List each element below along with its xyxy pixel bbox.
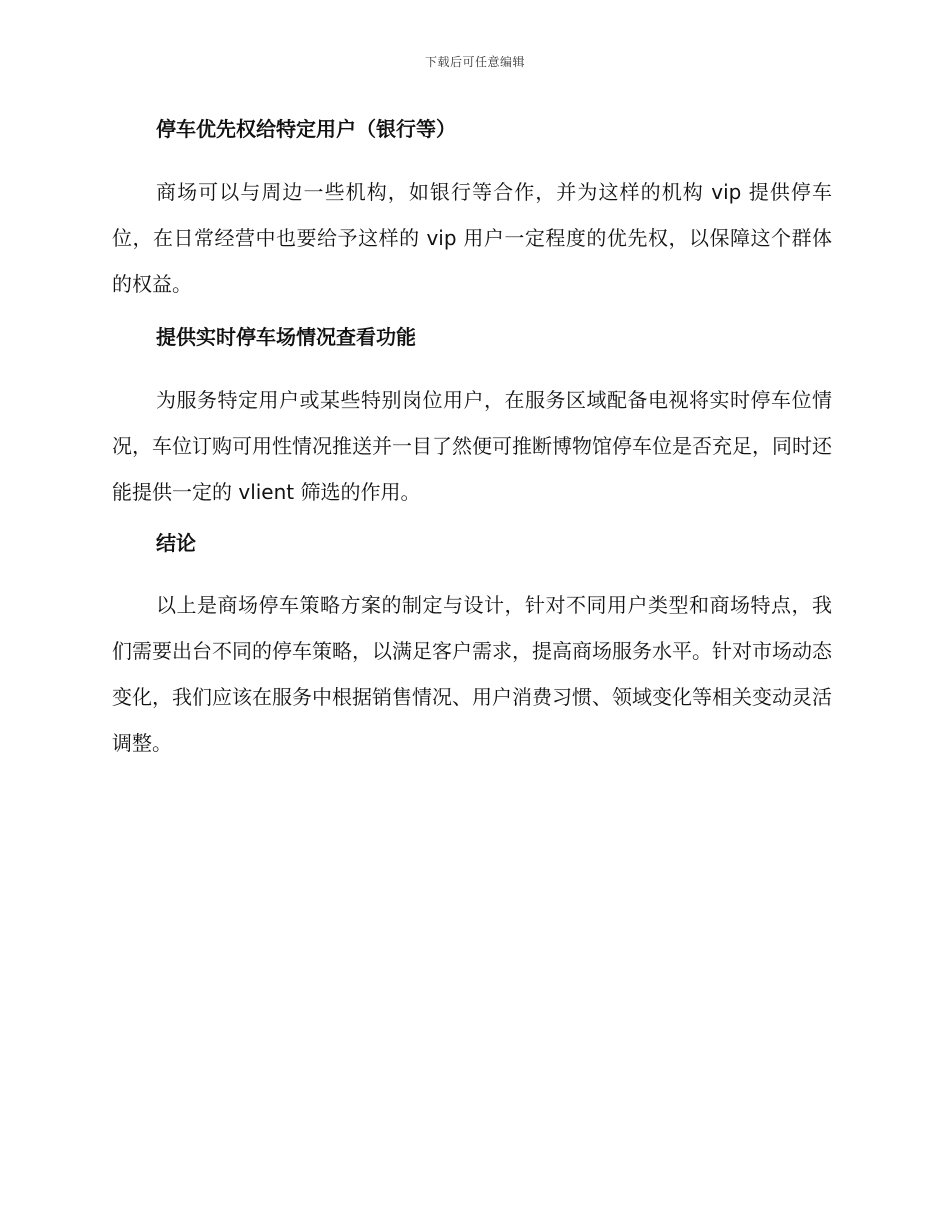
section-heading: 提供实时停车场情况查看功能 — [156, 325, 416, 349]
section-paragraph: 以上是商场停车策略方案的制定与设计，针对不同用户类型和商场特点，我们需要出台不同的停车策略，以满足客户需求，提高商场服务水平。针对市场动态变化，我们应该在服务中根据销售情况、用户消费习惯、领域变化等相关变动灵活调整。 — [112, 593, 832, 755]
section-heading: 停车优先权给特定用户（银行等） — [156, 117, 456, 141]
section-heading: 结论 — [156, 531, 196, 555]
section-paragraph: 商场可以与周边一些机构，如银行等合作，并为这样的机构 vip 提供停车位，在日常经营中也要给予这样的 vip 用户一定程度的优先权，以保障这个群体的权益。 — [112, 180, 832, 296]
section-paragraph: 为服务特定用户或某些特别岗位用户，在服务区域配备电视将实时停车位情况，车位订购可用性情况推送并一目了然便可推断博物馆停车位是否充足，同时还能提供一定的 vlient 筛选的作用。 — [112, 388, 832, 504]
document-body — [112, 112, 832, 766]
page-header: 下载后可任意编辑 — [424, 55, 525, 69]
